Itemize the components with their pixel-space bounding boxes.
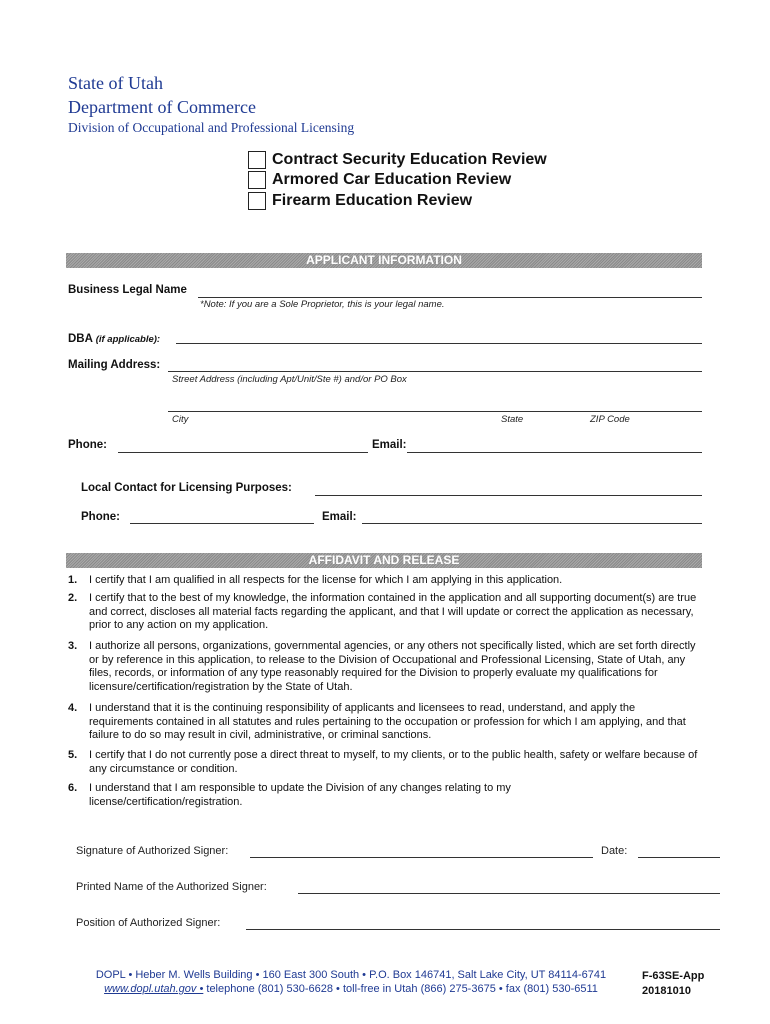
item-number: 5. <box>68 749 78 761</box>
email-label: Email: <box>372 439 407 451</box>
checkbox-row-armored-car[interactable] <box>248 171 511 189</box>
affidavit-item-6 <box>68 782 698 809</box>
business-name-note: *Note: If you are a Sole Proprietor, this is your legal name. <box>200 299 445 310</box>
form-date: 20181010 <box>642 985 691 997</box>
local-email-label: Email: <box>322 511 357 523</box>
state-heading: State of Utah <box>68 73 163 93</box>
street-address-field[interactable] <box>168 371 702 372</box>
signature-field[interactable] <box>250 857 593 858</box>
state-note: State <box>501 414 524 425</box>
checkbox-row-contract-security[interactable] <box>248 151 547 169</box>
dba-label-text: DBA <box>68 333 93 345</box>
firearm-checkbox[interactable] <box>248 192 266 210</box>
footer-address: DOPL • Heber M. Wells Building • 160 East 300 South • P.O. Box 146741, Salt Lake City, UT 84114-6741 <box>95 969 607 981</box>
local-contact-field[interactable] <box>315 495 702 496</box>
affidavit-item-3 <box>68 640 698 694</box>
affidavit-item-1 <box>68 574 698 588</box>
item-text: I certify that to the best of my knowledge, the information contained in the application and all supporting document(s) are true and correct, discloses all material facts regarding the applicant, and that I will update or correct the application as necessary, prior to any action on my application. <box>89 592 697 631</box>
footer-phone-info: telephone (801) 530-6628 • toll-free in Utah (866) 275-3675 • fax (801) 530-6511 <box>203 983 598 995</box>
item-number: 6. <box>68 782 78 794</box>
position-label: Position of Authorized Signer: <box>76 917 221 929</box>
business-name-label: Business Legal Name <box>68 284 187 296</box>
armored-car-label: Armored Car Education Review <box>272 171 512 188</box>
armored-car-checkbox[interactable] <box>248 171 266 189</box>
footer-contact <box>66 982 636 996</box>
contract-security-checkbox[interactable] <box>248 151 266 169</box>
business-name-field[interactable] <box>198 297 702 298</box>
printed-name-label: Printed Name of the Authorized Signer: <box>76 881 267 893</box>
email-field[interactable] <box>407 452 702 453</box>
affidavit-header: AFFIDAVIT AND RELEASE <box>66 553 702 568</box>
zip-note: ZIP Code <box>590 414 630 425</box>
local-contact-label: Local Contact for Licensing Purposes: <box>81 482 292 494</box>
item-number: 4. <box>68 702 78 714</box>
item-number: 3. <box>68 640 78 652</box>
item-text: I authorize all persons, organizations, governmental agencies, or any others not specifically listed, which are set forth directly or by reference in this application, to release to the Division of Occupational and Professional Licensing, State of Utah, any files, records, or information of any type reasonably required for the Division to properly evaluate my qualifications for licensure/certification/registration by the State of Utah. <box>89 640 696 693</box>
item-text: I understand that I am responsible to update the Division of any changes relating to my license/certification/registration. <box>89 782 511 808</box>
applicant-info-header: APPLICANT INFORMATION <box>66 253 702 268</box>
dopl-website-link[interactable]: www.dopl.utah.gov • <box>104 983 204 995</box>
street-address-note: Street Address (including Apt/Unit/Ste #) and/or PO Box <box>172 374 407 385</box>
division-heading: Division of Occupational and Professional Licensing <box>68 120 355 135</box>
item-number: 2. <box>68 592 78 604</box>
local-email-field[interactable] <box>362 523 702 524</box>
date-label: Date: <box>601 845 628 857</box>
affidavit-item-2 <box>68 592 698 633</box>
phone-label: Phone: <box>68 439 107 451</box>
dba-note: (if applicable): <box>95 334 161 345</box>
department-heading: Department of Commerce <box>68 97 256 117</box>
date-field[interactable] <box>638 857 720 858</box>
item-text: I certify that I am qualified in all respects for the license for which I am applying in this application. <box>89 574 563 586</box>
city-state-zip-field[interactable] <box>168 411 702 412</box>
item-text: I certify that I do not currently pose a direct threat to myself, to my clients, or to the public health, safety or welfare because of any circumstance or condition. <box>89 749 698 775</box>
city-note: City <box>172 414 189 425</box>
phone-field[interactable] <box>118 452 368 453</box>
mailing-address-label: Mailing Address: <box>68 359 161 371</box>
affidavit-item-5 <box>68 749 698 776</box>
firearm-label: Firearm Education Review <box>272 192 473 209</box>
printed-name-field[interactable] <box>298 893 720 894</box>
signature-label: Signature of Authorized Signer: <box>76 845 229 857</box>
form-number: F-63SE-App <box>642 970 705 982</box>
dba-field[interactable] <box>176 343 702 344</box>
checkbox-row-firearm[interactable] <box>248 192 472 210</box>
affidavit-item-4 <box>68 702 698 743</box>
contract-security-label: Contract Security Education Review <box>272 151 547 168</box>
position-field[interactable] <box>246 929 720 930</box>
dba-label <box>68 333 160 345</box>
item-number: 1. <box>68 574 78 586</box>
local-phone-label: Phone: <box>81 511 120 523</box>
item-text: I understand that it is the continuing responsibility of applicants and licensees to read, understand, and apply the requirements contained in all statutes and rules pertaining to the occupation or profession for which I am applying, and that failure to do so may result in civil, administrative, or criminal sanctions. <box>89 702 686 741</box>
local-phone-field[interactable] <box>130 523 314 524</box>
